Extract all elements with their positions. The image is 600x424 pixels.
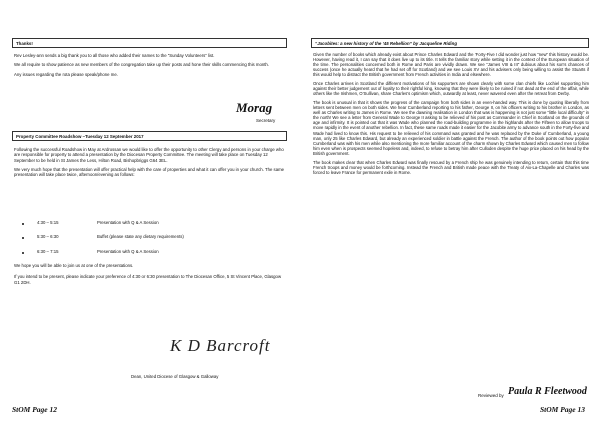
left-page-footer: StOM Page 12 [12,405,57,414]
morag-signature: Morag [236,100,273,115]
secretary-label: Secretary [256,118,276,123]
review-paragraph-3: The book is unusual in that it shows the progress of the campaign from both sides in an even-handed way. This is done by quoting liberally from letters sent between men on both sides. We hear Cumberland reporting to his father, George II, on his officers writing to his brother in London, as well as Charles writing to James in Rome. We see the dawning realisation in London that was is happening is not just some “little local difficulty” in the north! We see a letter from General Wade to George II asking to be relieved of his post as Commander in Chief in Scotland on the grounds of age and infirmity. It is pointed out that it was Wade who planned the road-building programme in the highlands after the Fifteen to allow troops to move rapidly in the event of another rebellion. In fact, these same roads made it easier for the Jacobite army to advance south in the Forty-five and Wade had lived to know this. His request to be relieved of his command was granted and he was replaced by the Duke of Cumberland, a young man, only 25 like Charles Edward, but already an experienced soldier in battle against the French. The author of the book points out how popular Cumberland was with his men while also mentioning the more familiar account of the charm shown by Charles Edward which caused men to follow him even when is prospects seemed hopeless and, indeed, to refuse to betray him after Culloden despite the huge price placed on his head by the British government. [313,99,589,156]
bullet-icon [22,237,24,239]
review-paragraph-1: Given the number of books which already exist about Prince Charles Edward and the ‘Forty-Five I did wonder just how “new” this history would be. However, having read it, I can say that it does live up to its title. It tells the familiar story while setting it in the context of the European situation of the time. The personalities concerned both in Rome and Paris are vividly drawn. We see “James VIII & III” dubious about his son’s chances of success (once he actually heard that he had set off for Scotland) and we see Louis XV and his advisers only being willing to assist the Stuarts if this would help to distract the British government from French activities in India and elsewhere. [313,52,589,78]
dean-signoff: Dean, United Diocese of Glasgow & Galloway [131,374,219,379]
schedule-desc: Presentation with Q & A Session [97,249,159,254]
roadshow-paragraph-2: We very much hope that the presentation will offer practical help with the care of properties and what it can offer you in your church. The same presentation will take place twice, afternoon/evening as follows: [14,166,285,178]
review-title: “Jacobites: a new history of the ’45 Rebellion” by Jacqueline Riding [315,40,457,46]
thanks-paragraph-2: We all require to show patience as new members of the congregation take up their posts and hone their skills commencing this month. [14,62,270,68]
thanks-heading-box [12,38,287,48]
review-article [313,52,589,178]
right-page-footer: StOM Page 13 [540,405,585,414]
roadshow-heading-box [12,131,287,141]
schedule-time: 4:30 – 5:15 [37,220,59,225]
schedule-time: 5:30 – 6:30 [37,234,59,239]
bullet-icon [22,252,24,254]
roadshow-body-top [14,147,286,181]
schedule-time: 6:30 – 7:15 [37,249,59,254]
roadshow-paragraph-3: We hope you will be able to join us at one of the presentations. [14,263,134,268]
reviewer-signature: Paula R Fleetwood [508,386,587,397]
thanks-body [14,53,286,81]
review-title-box [311,38,589,48]
reviewed-by-label: Reviewed by [478,393,504,398]
dean-signature: K D Barcroft [170,336,271,355]
roadshow-paragraph-4: If you intend to be present, please indicate your preference of 4:30 or 6:30 presentation to The Diocesan Office, 5 St Vincent Place, Glasgow G1 2DH. [14,274,282,285]
thanks-heading: Thanks! [16,40,33,46]
thanks-paragraph-1: Rev Lesley-ann sends a big thank you to all those who added their names to the “Sunday Volunteers” list. [14,53,215,58]
roadshow-paragraph-1: Following the successful Roadshow in May at Ardrossan we would like to offer the opportunity to other Clergy and persons in your charge who are responsible for property to attend a presentation by the Diocesan Property Committee. The meeting will take place on Tuesday 12 September to be held in St James the Less, Hilton Road, Bishopbriggs G64 3EL. [14,147,284,163]
review-paragraph-4: The book makes clear that when Charles Edward was finally rescued by a French ship he was genuinely intending to return, certain that this time French troops and money would be forthcoming. Instead the French and British made peace with the Treaty of Aix-La-Chapelle and Charles was forced to leave France for permanent exile in Rome. [313,159,589,175]
thanks-paragraph-3: Any issues regarding the rota please speak/phone me. [14,71,118,77]
review-paragraph-2: Once Charles arrives in Scotland the different motivations of his supporters are shown clearly with some clan chiefs like Lochiel supporting him against their better judgement out of loyalty to their rightful king, knowing that they were likely to be ruined if not dead at the end of the affair, while others like the Irishmen, O’Sullivan, share Charles’s optimism which, outwardly at least, never wavered even after the retreat from Derby. [313,81,589,97]
schedule-desc: Presentation with Q & A Session [97,220,159,225]
schedule-desc: Buffet (please state any dietary requirements) [97,234,184,239]
roadshow-heading: Property Committee Roadshow –Tuesday 12 September 2017 [16,133,144,139]
roadshow-body-bottom [14,263,286,289]
bullet-icon [22,223,24,225]
